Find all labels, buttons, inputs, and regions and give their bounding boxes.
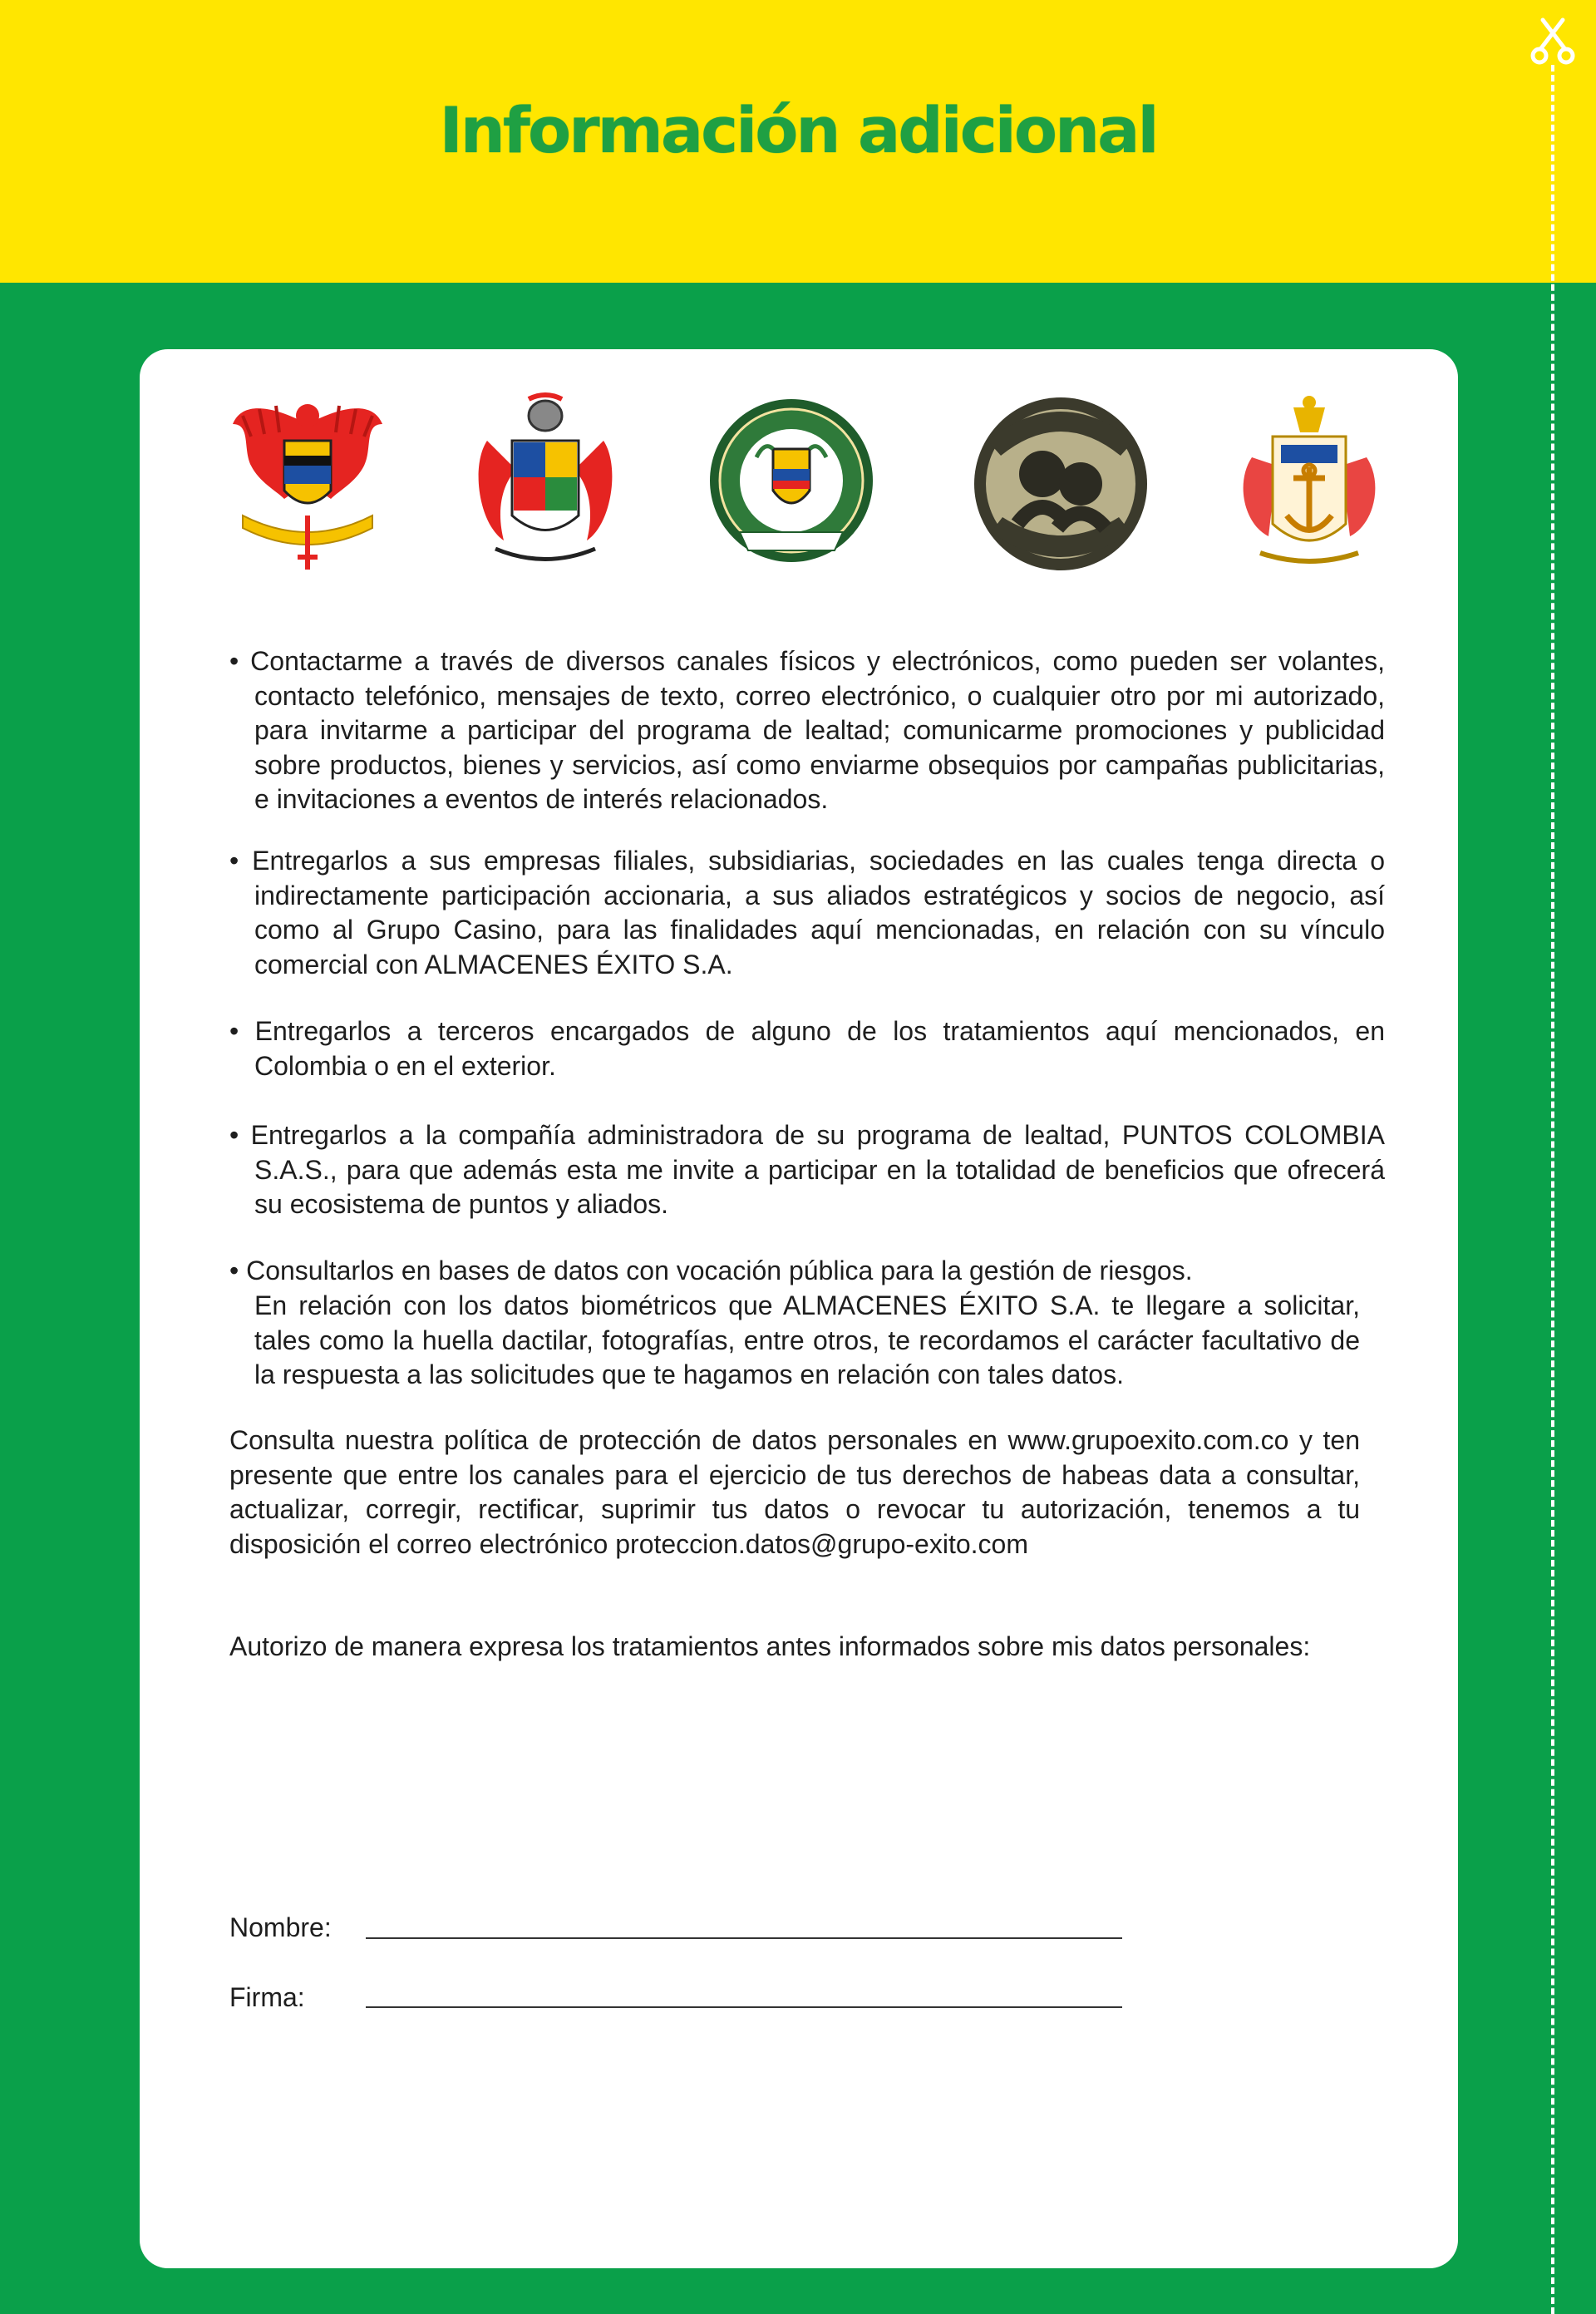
name-signature-line[interactable] [366,1937,1122,1939]
emblem-navy-anchor-crest-icon [1235,391,1383,574]
name-label: Nombre: [229,1912,332,1942]
scissors-icon [1530,15,1576,67]
bullet-risk-databases: • Consultarlos en bases de datos con vocación pública para la gestión de riesgos. [229,1256,1193,1285]
signature-line[interactable] [366,2006,1122,2008]
cut-guide-line [1551,65,1554,2314]
bullet-puntos-colombia: • Entregarlos a la compañía administradora de su programa de lealtad, PUNTOS COLOMBIA S.A.S., para que además esta me invite a participar en la totalidad de beneficios que ofrecerá su ecosistema de puntos y aliados. [229,1120,1385,1219]
header-band [0,0,1596,283]
page-title: Información adicional [439,93,1157,167]
bullet-third-parties: • Entregarlos a terceros encargados de alguno de los tratamientos aquí mencionados, en Colombia o en el exterior. [229,1016,1385,1081]
emblem-police-seal-icon [707,391,876,574]
bullet-contact: • Contactarme a través de diversos canales físicos y electrónicos, como pueden ser volantes, contacto telefónico, mensajes de texto, correo electrónico, o cualquier otro por mi autorizado, para invitarme a participar del programa de lealtad; comunicarme promociones y publicidad sobre productos, bienes y servicios, así como enviarme obsequios por campañas publicitarias, e invitaciones a eventos de interés relacionados. [229,646,1385,814]
policy-paragraph: Consulta nuestra política de protección de datos personales en www.grupoexito.com.co y ten presente que entre los canales para el ejercicio de tus derechos de habeas data a consultar, actualizar, corregir, rectificar, suprimir tus datos o revocar tu autorización, tenemos a tu disposición el correo electrónico proteccion.datos@grupo-exito.com [229,1425,1360,1559]
emblem-eagle-shield-icon [226,391,389,574]
emblem-knight-crest-icon [470,391,620,574]
emblem-comando-general-patch-icon [971,391,1150,574]
bullet-affiliates: • Entregarlos a sus empresas filiales, subsidiarias, sociedades en las cuales tenga directa o indirectamente participación accionaria, a sus aliados estratégicos y socios de negocio, así como al Grupo Casino, para las finalidades aquí mencionadas, en relación con su vínculo comercial con ALMACENES ÉXITO S.A. [229,846,1385,979]
biometric-note: En relación con los datos biométricos que ALMACENES ÉXITO S.A. te llegare a solicitar, tales como la huella dactilar, fotografías, entre otros, te recordamos el carácter facultativo de la respuesta a las solicitudes que te hagamos en relación con tales datos. [254,1290,1360,1389]
signature-label: Firma: [229,1982,305,2012]
authorization-statement: Autorizo de manera expresa los tratamientos antes informados sobre mis datos personales: [229,1631,1311,1661]
